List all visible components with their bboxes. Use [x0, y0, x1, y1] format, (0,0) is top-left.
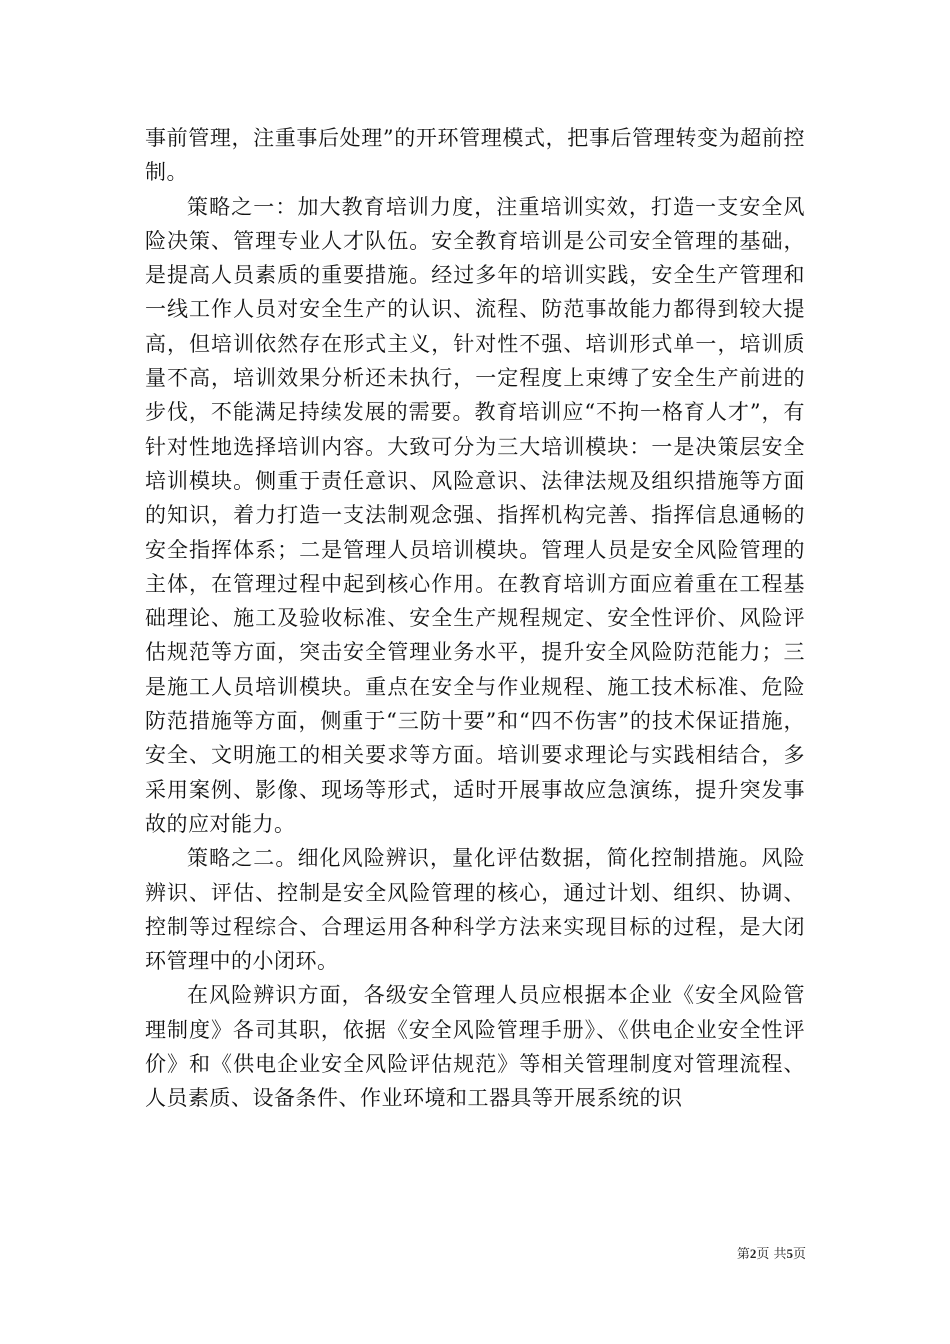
paragraph-strategy-two: 策略之二。细化风险辨识，量化评估数据，简化控制措施。风险辨识、评估、控制是安全风险管理的核心，通过计划、组织、协调、控制等过程综合、合理运用各种科学方法来实现目标的过程，是大闭环管理中的小闭环。	[145, 846, 805, 974]
footer-total-pages: 5	[786, 1246, 793, 1261]
footer-page-number: 2	[749, 1246, 757, 1261]
paragraph-continuation: 事前管理，注重事后处理”的开环管理模式，把事后管理转变为超前控制。	[145, 126, 805, 185]
footer-suffix: 页	[792, 1247, 806, 1262]
footer-prefix: 第	[736, 1247, 750, 1262]
page-footer	[737, 1246, 806, 1263]
paragraph-risk-identification: 在风险辨识方面，各级安全管理人员应根据本企业《安全风险管理制度》各司其职，依据《安全风险管理手册》、《供电企业安全性评价》和《供电企业安全风险评估规范》等相关管理制度对管理流程、人员素质、设备条件、作业环境和工器具等开展系统的识	[145, 983, 805, 1111]
paragraph-strategy-one: 策略之一：加大教育培训力度，注重培训实效，打造一支安全风险决策、管理专业人才队伍。安全教育培训是公司安全管理的基础，是提高人员素质的重要措施。经过多年的培训实践，安全生产管理和一线工作人员对安全生产的认识、流程、防范事故能力都得到较大提高，但培训依然存在形式主义，针对性不强、培训形式单一，培训质量不高，培训效果分析还未执行，一定程度上束缚了安全生产前进的步伐，不能满足持续发展的需要。教育培训应“不拘一格育人才”，有针对性地选择培训内容。大致可分为三大培训模块：一是决策层安全培训模块。侧重于责任意识、风险意识、法律法规及组织措施等方面的知识，着力打造一支法制观念强、指挥机构完善、指挥信息通畅的安全指挥体系；二是管理人员培训模块。管理人员是安全风险管理的主体，在管理过程中起到核心作用。在教育培训方面应着重在工程基础理论、施工及验收标准、安全生产规程规定、安全性评价、风险评估规范等方面，突击安全管理业务水平，提升安全风险防范能力；三是施工人员培训模块。重点在安全与作业规程、施工技术标准、危险防范措施等方面，侧重于“三防十要”和“四不伤害”的技术保证措施，安全、文明施工的相关要求等方面。培训要求理论与实践相结合，多采用案例、影像、现场等形式，适时开展事故应急演练，提升突发事故的应对能力。	[145, 194, 805, 836]
document-body	[145, 121, 805, 1116]
footer-middle: 页 共	[756, 1247, 787, 1262]
